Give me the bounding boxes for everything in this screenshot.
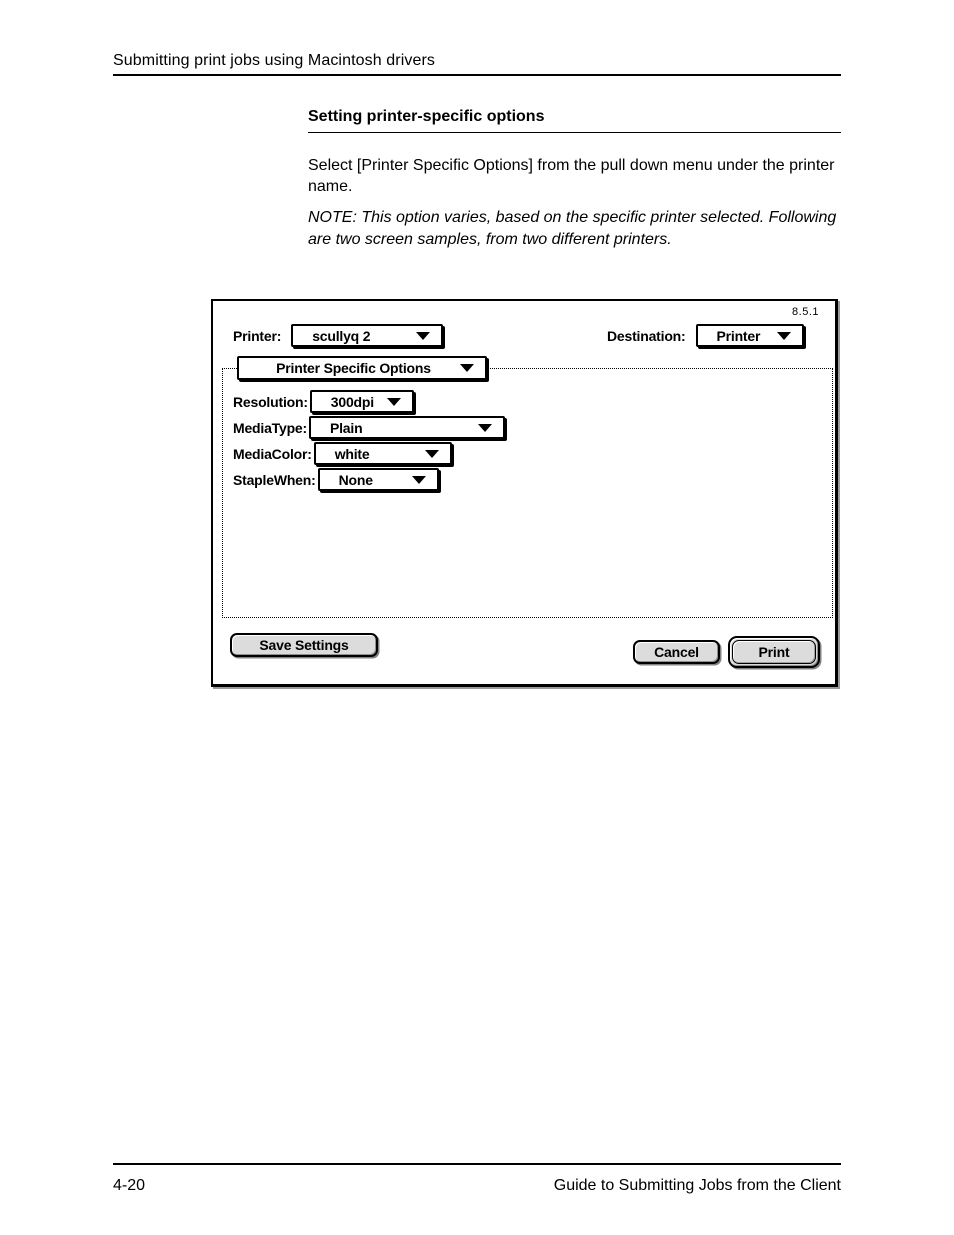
printer-label: Printer: [233, 327, 282, 344]
chevron-down-icon [478, 424, 492, 432]
destination-popup-value: Printer [716, 327, 761, 344]
mediacolor-popup-value: white [334, 445, 370, 462]
driver-version: 8.5.1 [792, 306, 819, 318]
chevron-down-icon [425, 450, 439, 458]
mediatype-popup[interactable] [309, 416, 505, 439]
destination-row [607, 324, 804, 347]
print-button-default-ring [728, 636, 820, 668]
resolution-popup-value: 300dpi [330, 393, 374, 410]
chevron-down-icon [460, 364, 474, 372]
body-paragraph: Select [Printer Specific Options] from the pull down menu under the printer name. [308, 157, 835, 195]
printer-row [233, 324, 443, 347]
printer-popup-value: scullyq 2 [312, 327, 371, 344]
staplewhen-popup[interactable] [318, 468, 439, 491]
footer-page-number: 4-20 [113, 1177, 146, 1194]
destination-label: Destination: [607, 327, 686, 344]
option-row-staplewhen [233, 468, 439, 491]
option-row-mediatype [233, 416, 505, 439]
cancel-button[interactable]: Cancel [633, 640, 720, 664]
print-button[interactable]: Print [732, 640, 816, 664]
resolution-label: Resolution: [233, 393, 308, 410]
running-header: Submitting print jobs using Macintosh drivers [113, 52, 435, 69]
heading-rule [308, 132, 841, 133]
staplewhen-label: StapleWhen: [233, 471, 316, 488]
section-heading: Setting printer-specific options [308, 108, 545, 125]
save-settings-button[interactable]: Save Settings [230, 633, 378, 657]
mediacolor-label: MediaColor: [233, 445, 312, 462]
destination-popup[interactable] [696, 324, 804, 347]
mediatype-label: MediaType: [233, 419, 307, 436]
footer-rule [113, 1163, 841, 1165]
chevron-down-icon [416, 332, 430, 340]
panel-selector-popup[interactable] [237, 356, 487, 380]
note-paragraph: NOTE: This option varies, based on the specific printer selected. Following are two screen samples, from two different printers. [308, 209, 837, 248]
panel-selector-value: Printer Specific Options [276, 360, 431, 376]
mediatype-popup-value: Plain [329, 419, 363, 436]
option-row-resolution [233, 390, 414, 413]
staplewhen-popup-value: None [338, 471, 373, 488]
resolution-popup[interactable] [310, 390, 414, 413]
footer-title: Guide to Submitting Jobs from the Client [553, 1177, 841, 1194]
header-rule [113, 74, 841, 76]
chevron-down-icon [412, 476, 426, 484]
chevron-down-icon [777, 332, 791, 340]
mediacolor-popup[interactable] [314, 442, 452, 465]
printer-popup[interactable] [291, 324, 443, 347]
print-dialog [211, 299, 838, 687]
option-row-mediacolor [233, 442, 452, 465]
chevron-down-icon [387, 398, 401, 406]
